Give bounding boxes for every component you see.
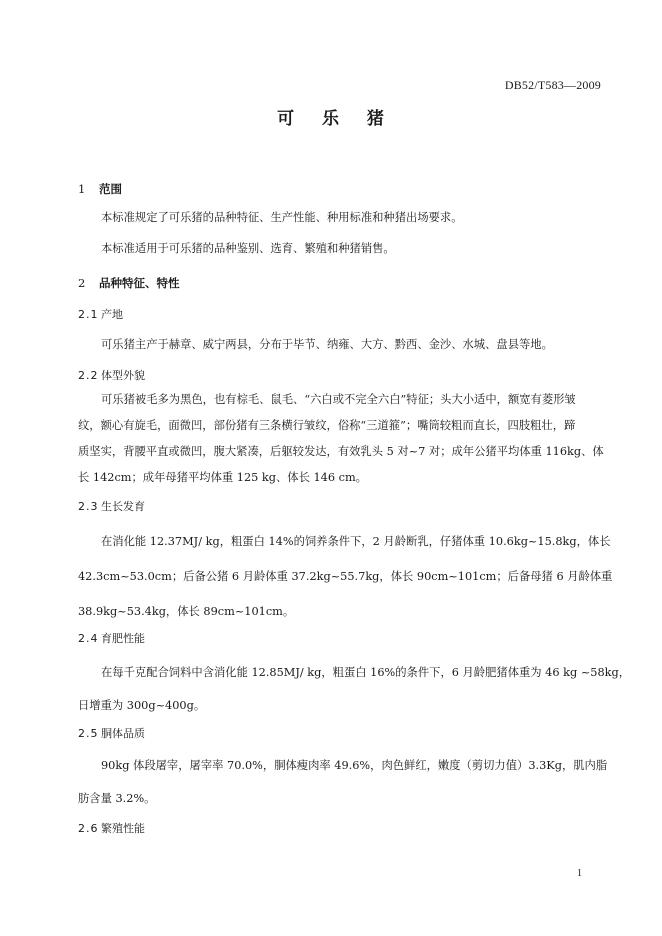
section-number: 2 xyxy=(78,276,86,290)
subsection-title: 体型外貌 xyxy=(101,369,145,382)
subsection-title: 胴体品质 xyxy=(101,727,145,740)
paragraph-appearance xyxy=(78,387,602,491)
paragraph-scope-2: 本标准适用于可乐猪的品种鉴别、选育、繁殖和种猪销售。 xyxy=(101,242,395,255)
subsection-title: 繁殖性能 xyxy=(101,822,145,835)
text-line: 可乐猪被毛多为黑色，也有棕毛、鼠毛、“六白或不完全六白”特征；头大小适中，额宽有菱形皱 xyxy=(101,393,576,406)
text-line: 长 142cm；成年母猪平均体重 125 kg、体长 146 cm。 xyxy=(78,471,367,484)
paragraph-carcass xyxy=(78,749,608,815)
subsection-number: 2.2 xyxy=(78,369,99,382)
text-line: 90kg 体段屠宰，屠宰率 70.0%，胴体瘦肉率 49.6%，肉色鲜红，嫩度（剪切力值）3.3Kg，肌内脂 xyxy=(101,759,608,772)
page-number: 1 xyxy=(577,868,582,879)
subsection-heading-2-5 xyxy=(78,725,145,741)
subsection-number: 2.1 xyxy=(78,308,99,321)
subsection-number: 2.5 xyxy=(78,727,99,740)
subsection-number: 2.4 xyxy=(78,632,99,645)
subsection-title: 育肥性能 xyxy=(101,632,145,645)
subsection-heading-2-1 xyxy=(78,306,123,322)
subsection-heading-2-4 xyxy=(78,630,145,646)
standard-number: DB52/T583—2009 xyxy=(504,78,601,92)
paragraph-fattening xyxy=(78,656,631,722)
subsection-heading-2-6 xyxy=(78,820,145,836)
subsection-number: 2.3 xyxy=(78,500,99,513)
section-number: 1 xyxy=(78,182,86,196)
subsection-title: 产地 xyxy=(101,308,123,321)
subsection-heading-2-3 xyxy=(78,498,145,514)
subsection-title: 生长发育 xyxy=(101,500,145,513)
text-line: 38.9kg~53.4kg，体长 89cm~101cm。 xyxy=(78,605,295,618)
document-title: 可 乐 猪 xyxy=(277,109,395,129)
text-line: 纹，额心有旋毛，面微凹，部份猪有三条横行皱纹，俗称“三道箍”；嘴筒较粗而直长，四肢粗壮，蹄 xyxy=(78,419,576,432)
text-line: 日增重为 300g~400g。 xyxy=(78,699,206,712)
text-line: 42.3cm~53.0cm；后备公猪 6 月龄体重 37.2kg~55.7kg，体长 90cm~101cm；后备母猪 6 月龄体重 xyxy=(78,570,613,583)
section-title: 范围 xyxy=(99,182,122,196)
section-heading-2 xyxy=(78,275,180,291)
subsection-number: 2.6 xyxy=(78,822,99,835)
section-title: 品种特征、特性 xyxy=(99,276,180,290)
text-line: 质坚实，背腰平直或微凹，腹大紧凑，后躯较发达，有效乳头 5 对~7 对；成年公猪平均体重 116kg、体 xyxy=(78,445,604,458)
text-line: 在消化能 12.37MJ/ kg，粗蛋白 14%的饲养条件下，2 月龄断乳，仔猪体重 10.6kg~15.8kg，体长 xyxy=(101,535,611,548)
text-line: 肪含量 3.2%。 xyxy=(78,792,156,805)
subsection-heading-2-2 xyxy=(78,367,145,383)
paragraph-growth xyxy=(78,524,613,629)
section-heading-1 xyxy=(78,181,122,197)
text-line: 在每千克配合饲料中含消化能 12.85MJ/ kg，粗蛋白 16%的条件下，6 月龄肥猪体重为 46 kg ~58kg， xyxy=(101,666,631,679)
paragraph-scope-1: 本标准规定了可乐猪的品种特征、生产性能、种用标准和种猪出场要求。 xyxy=(101,211,463,224)
paragraph-origin: 可乐猪主产于赫章、威宁两县，分布于毕节、纳雍、大方、黔西、金沙、水城、盘县等地。 xyxy=(101,338,553,351)
